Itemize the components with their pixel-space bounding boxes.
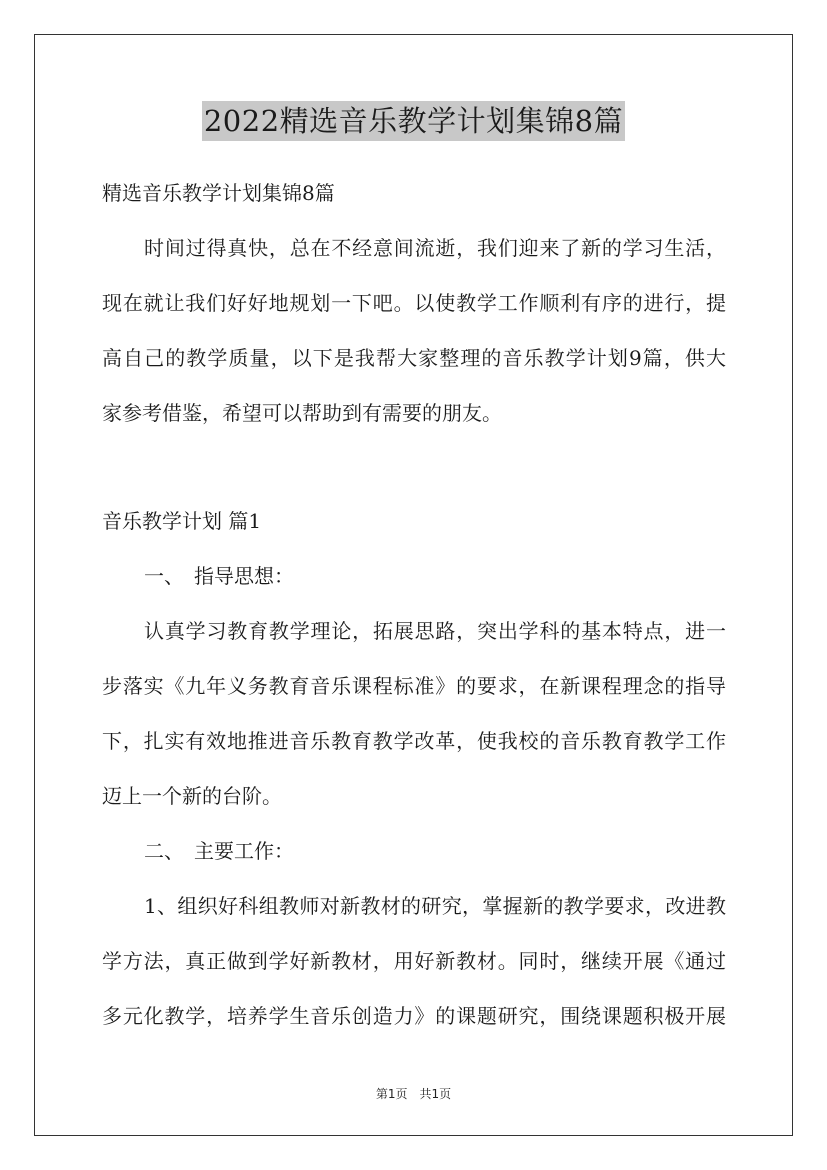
paragraph-line: 现在就让我们好好地规划一下吧。以使教学工作顺利有序的进行，提 bbox=[102, 291, 726, 315]
paragraph-line: 认真学习教育教学理论，拓展思路，突出学科的基本特点，进一 bbox=[144, 619, 726, 643]
paragraph-line: 步落实《九年义务教育音乐课程标准》的要求，在新课程理念的指导 bbox=[102, 674, 726, 698]
subsection-heading: 一、 指导思想： bbox=[144, 564, 294, 588]
subsection-heading: 二、 主要工作： bbox=[144, 839, 294, 863]
document-title: 2022精选音乐教学计划集锦8篇 bbox=[0, 101, 827, 141]
paragraph-line: 高自己的教学质量，以下是我帮大家整理的音乐教学计划9篇，供大 bbox=[102, 346, 726, 370]
subtitle-line: 精选音乐教学计划集锦8篇 bbox=[102, 181, 335, 205]
paragraph-line: 时间过得真快，总在不经意间流逝，我们迎来了新的学习生活， bbox=[144, 236, 726, 260]
paragraph-line: 1、组织好科组教师对新教材的研究，掌握新的教学要求，改进教 bbox=[144, 894, 726, 918]
paragraph-line: 学方法，真正做到学好新教材，用好新教材。同时，继续开展《通过 bbox=[102, 949, 726, 973]
paragraph-line: 家参考借鉴，希望可以帮助到有需要的朋友。 bbox=[102, 401, 502, 425]
paragraph-line: 下，扎实有效地推进音乐教育教学改革，使我校的音乐教育教学工作 bbox=[102, 729, 726, 753]
paragraph-line: 多元化教学，培养学生音乐创造力》的课题研究，围绕课题积极开展 bbox=[102, 1004, 726, 1028]
section-heading: 音乐教学计划 篇1 bbox=[102, 509, 262, 533]
paragraph-line: 迈上一个新的台阶。 bbox=[102, 784, 282, 808]
page-footer: 第1页 共1页 bbox=[375, 1087, 452, 1101]
